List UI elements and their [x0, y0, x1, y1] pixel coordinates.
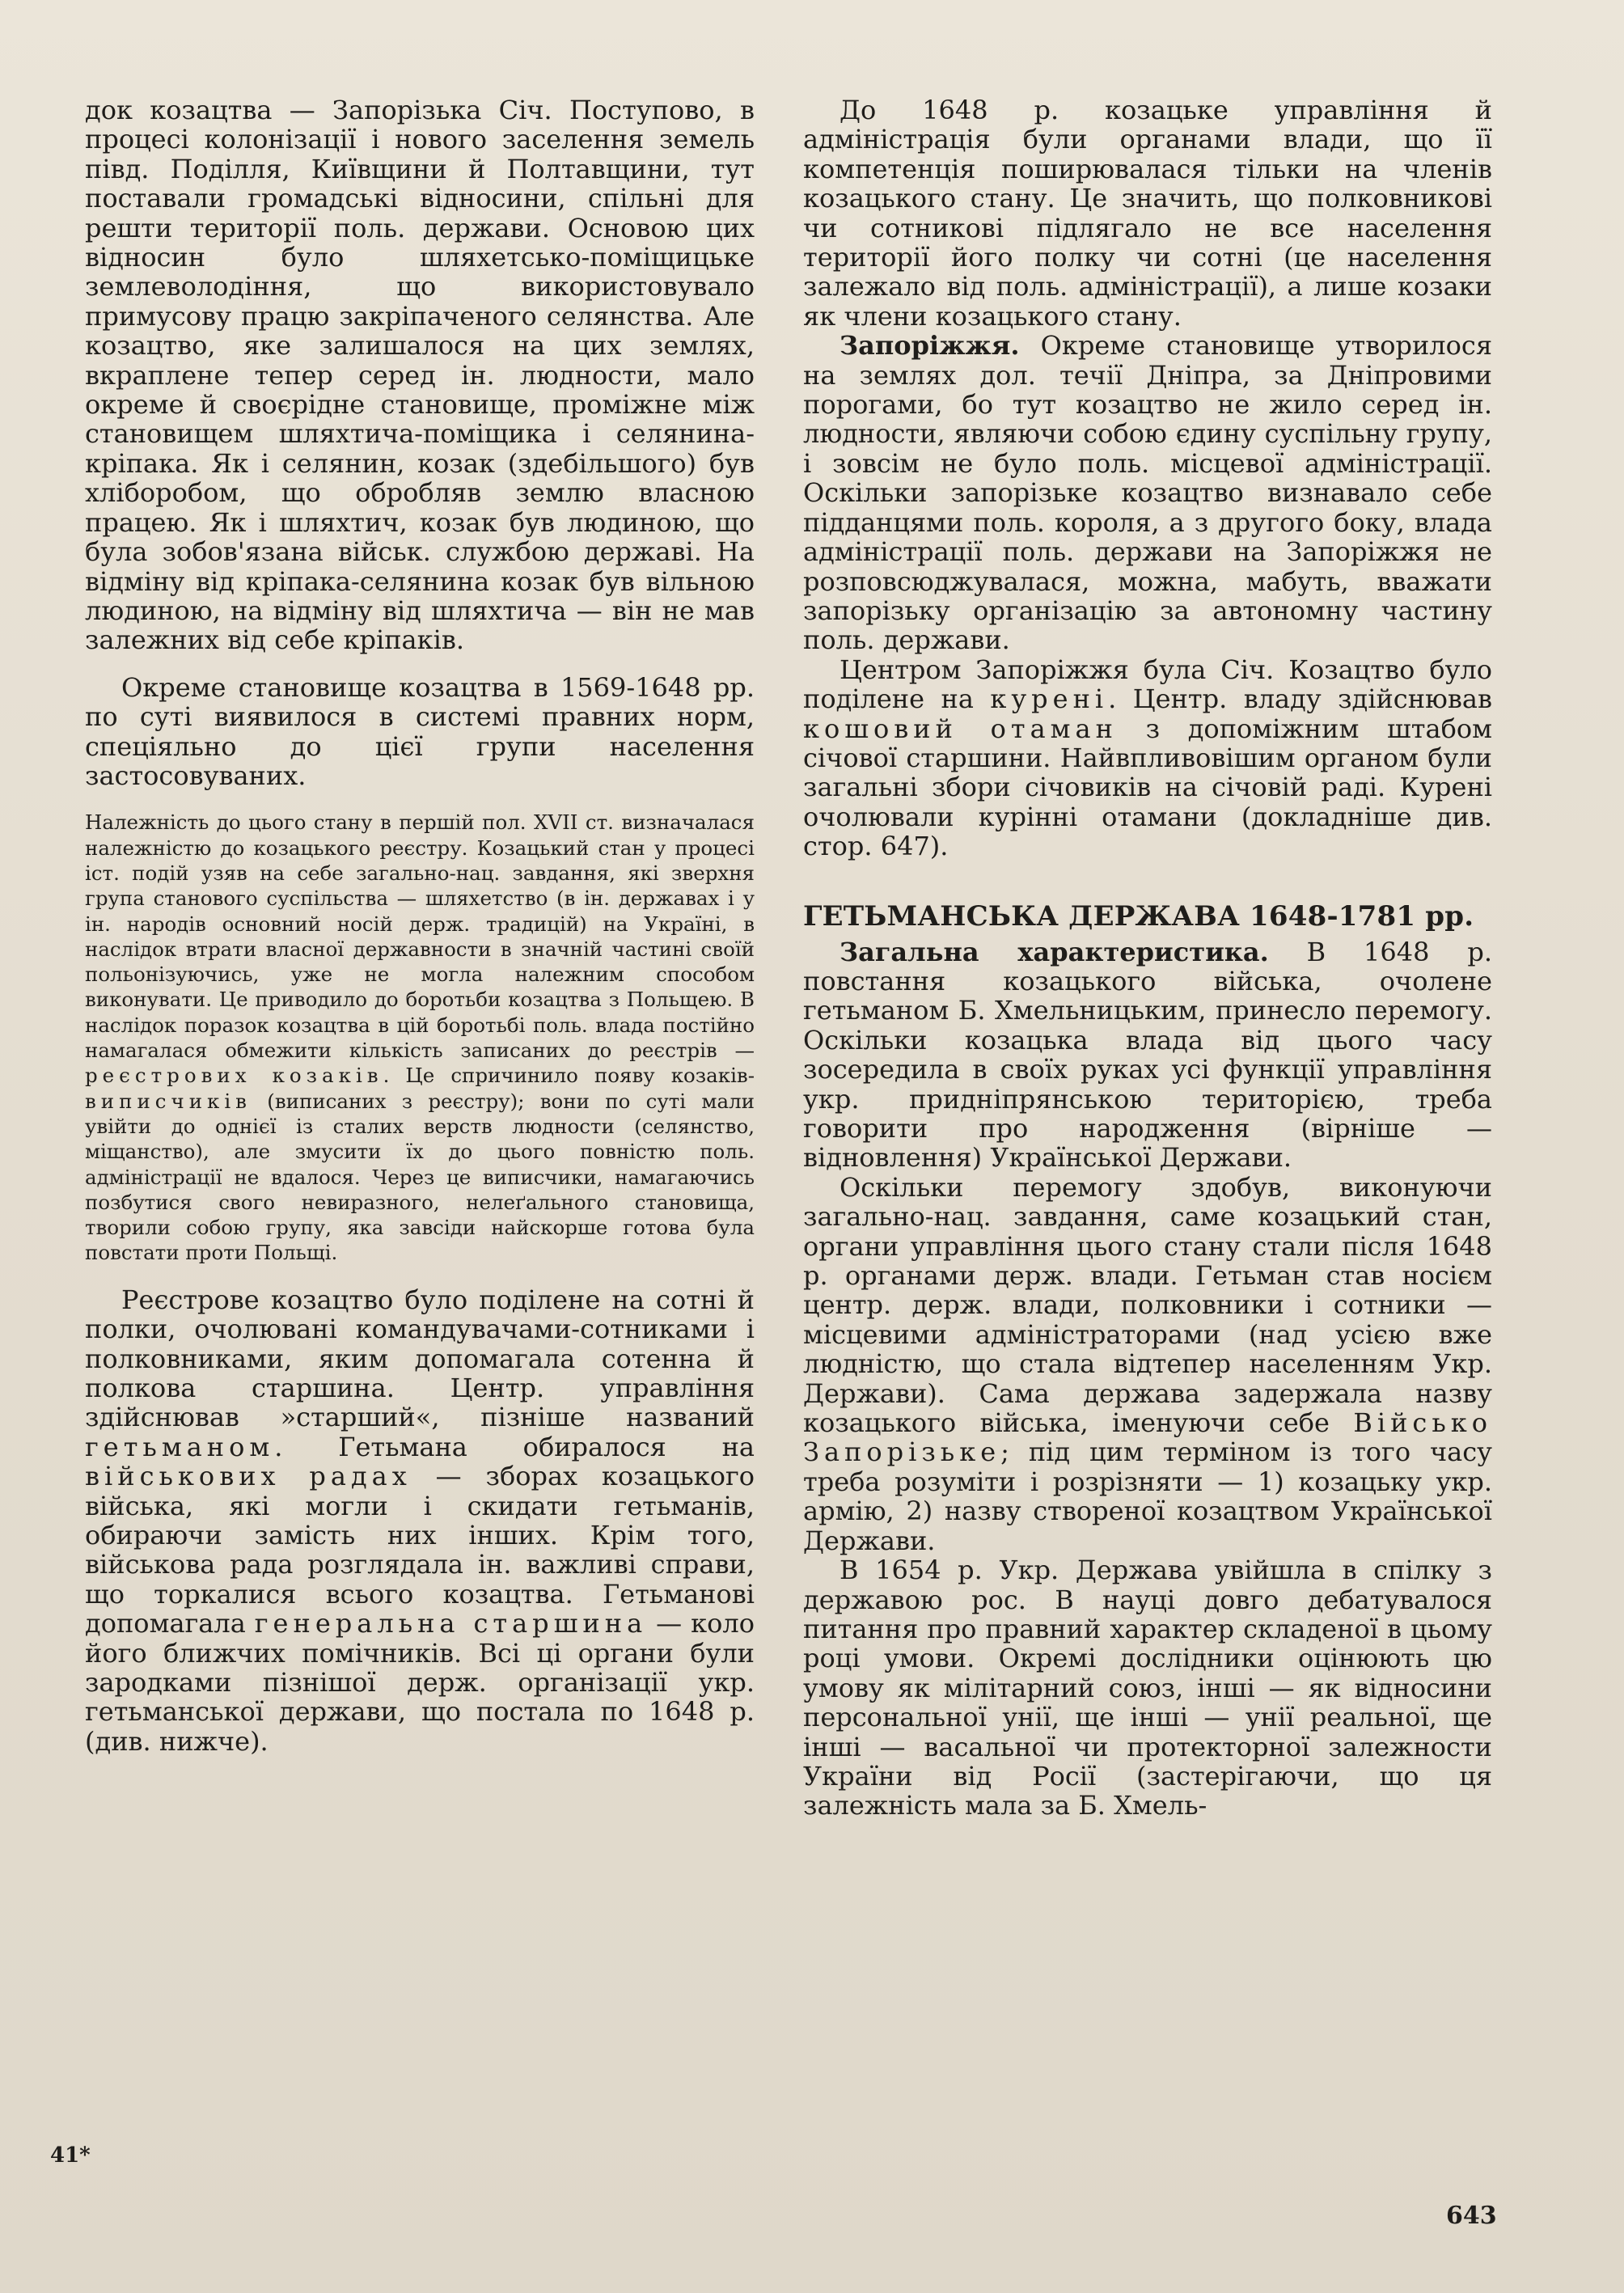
left-p3-part-a: Реєстрове козацтво було поділене на сотні й полки, очолювані командувачами-сотниками і полковниками, яким допомагала сотенна й полкова старшина. Центр. управління здійснював »старший«, пізніше названий — [85, 1284, 755, 1433]
left-column — [85, 95, 755, 1756]
right-p2-text: Окреме становище утворилося на землях дол. течії Дніпра, за Дніпровими порогами, бо тут козацтво не жило серед ін. людности, являючи собою єдину суспільну групу, і зовсім не було поль. місцевої адміністрації. Оскільки запорізьке козацтво визнавало себе підданцями поль. короля, а з другого боку, влада адміністрації поль. держави на Запоріжжя не розповсюджувалася, можна, мабуть, вважати запорізьку організацію за автономну частину поль. держави. — [803, 330, 1492, 656]
heading-general-characteristic: Загальна характеристика. — [839, 936, 1269, 967]
term-registered-cossacks: реєстрових козаків — [85, 1064, 383, 1088]
left-paragraph-1: док козацтва — Запорізька Січ. Поступово, в процесі колонізації і нового заселення земель півд. Поділля, Київщини й Полтавщини, тут поставали громадські відносини, спільні для решти території поль. держави. Основою цих відносин було шляхетсько-поміщицьке землеволодіння, що використовувало примусову працю закріпаченого селянства. Але козацтво, яке залишалося на цих землях, вкраплене тепер серед ін. людности, мало окреме й своєрідне становище, проміжне між становищем шляхтича-поміщика і селянина-кріпака. Як і селянин, козак (здебільшого) був хліборобом, що обробляв землю власною працею. Як і шляхтич, козак був людиною, що була зобов'язана військ. службою державі. На відміну від кріпака-селянина козак був вільною людиною, на відміну від шляхтича — він не мав залежних від себе кріпаків. — [85, 95, 755, 656]
right-p3-part-a: Центром Запоріжжя була Січ. Козацтво було поділене на — [803, 654, 1492, 715]
right-paragraph-1654: В 1654 р. Укр. Держава увійшла в спілку з державою рос. В науці довго дебатувалося питання про правний характер складеної в цьому році умови. Окремі дослідники оцінюють цю умову як мілітарний союз, інші — як відносини персональної унії, ще інші — унії реальної, ще інші — васальної чи протекторної залежности України від Росії (застерігаючи, що ця залежність мала за Б. Хмель- — [803, 1555, 1492, 1821]
right-paragraph-sich — [803, 655, 1492, 861]
right-p5-part-b: ; під цим терміном із того часу треба розуміти і розрізняти — 1) козацьку укр. армію, 2) назву створеної козацтвом Української Держави. — [803, 1436, 1492, 1556]
section-title-hetman-state: ГЕТЬМАНСЬКА ДЕРЖАВА 1648-1781 рр. — [803, 899, 1474, 933]
term-vypyschyky: виписчиків — [85, 1089, 252, 1113]
term-hetman: гетьманом — [85, 1431, 275, 1462]
small-print-part-a: Належність до цього стану в першій пол. XVII ст. визначалася належністю до козацького реєстру. Козацький стан у процесі іст. подій узяв на себе загально-нац. завдання, які зверхня група станового суспільства — шляхетство (в ін. державах і у ін. народів основний носій держ. традицій) на Україні, в наслідок втрати власної державности в значній частині своїй польонізуючись, уже не могла належним способом виконувати. Це приводило до боротьби козацтва з Польщею. В наслідок поразок козацтва в цій боротьбі поль. влада постійно намагалася обмежити кількість записаних до реєстрів — — [85, 810, 755, 1063]
right-p5-part-a: Оскільки перемогу здобув, виконуючи загально-нац. завдання, саме козацький стан, органи управління цього стану стали після 1648 р. органами держ. влади. Гетьман став носієм центр. держ. влади, полковники і сотники — місцевими адміністраторами (над усією вже людністю, що стала відтепер населенням Укр. Держави). Сама держава задержала назву козацького війська, іменуючи себе — [803, 1171, 1492, 1439]
left-paragraph-2: Окреме становище козацтва в 1569-1648 рр. по суті виявилося в системі правних норм, спеціяльно до цієї групи населення застосовуваних. — [85, 671, 755, 791]
signature-mark: 41* — [50, 2143, 91, 2168]
right-p4-text: В 1648 р. повстання козацького війська, очолене гетьманом Б. Хмельницьким, принесло перемогу. Оскільки козацька влада від цього часу зосередила в своїх руках усі функції управління укр. придніпрянською територією, треба говорити про народження (вірніше — відновлення) Української Держави. — [803, 936, 1493, 1174]
right-p3-part-c: з допоміжним штабом січової старшини. Найвпливовішим органом були загальні збори січовиків на січовій раді. Курені очолювали курінні отамани (докладніше див. стор. 647). — [803, 713, 1492, 862]
right-paragraph-zaporizhzhia — [803, 331, 1492, 654]
left-p3-part-d: — коло його ближчих помічників. Всі ці органи були зародками пізнішої держ. організації укр. гетьманської держави, що постала по 1648 р. (див. нижче). — [85, 1608, 755, 1757]
heading-zaporizhzhia: Запоріжжя. — [839, 330, 1020, 362]
small-print-note — [85, 810, 755, 1265]
left-p3-part-b: . Гетьмана обиралося на — [274, 1431, 755, 1462]
right-paragraph-general — [803, 937, 1492, 1173]
term-kurini: курені — [990, 683, 1109, 715]
right-paragraph-1: До 1648 р. козацьке управління й адміністрація були органами влади, що її компетенція поширювалася тільки на членів козацького стану. Це значить, що полковникові чи сотникові підлягало не все населення території його полку чи сотні (це населення залежало від поль. адміністрації), а лише козаки як члени козацького стану. — [803, 95, 1492, 332]
left-paragraph-3 — [85, 1285, 755, 1757]
small-print-part-c: (виписаних з реєстру); вони по суті мали увійти до однієї із сталих верств людности (селянство, міщанство), але змусити їх до цього повністю поль. адміністрації не вдалося. Через це виписчики, намагаючись позбутися свого невиразного, нелеґального становища, творили собою групу, яка завсіди найскорше готова була повстати проти Польщі. — [85, 1089, 755, 1265]
term-general-staff: генеральна старшина — [254, 1608, 648, 1639]
right-column — [803, 95, 1492, 1821]
right-p3-part-b: . Центр. владу здійснював — [1108, 683, 1493, 715]
term-military-councils: військових радах — [85, 1461, 412, 1492]
page-number: 643 — [1446, 2202, 1497, 2230]
right-paragraph-victory — [803, 1173, 1492, 1555]
left-p3-part-c: — зборах козацького війська, які могли і скидати гетьманів, обираючи замість них інших. Крім того, військова рада розглядала ін. важливі справи, що торкалися всього козацтва. Гетьманові допомагала — [85, 1461, 755, 1639]
small-print-text — [85, 810, 755, 1265]
term-viisko-zaporizke: Військо Запорізьке — [803, 1407, 1493, 1468]
term-koshovyi-otaman: кошовий отаман — [803, 713, 1118, 744]
small-print-part-b: . Це спричинило появу козаків- — [383, 1064, 755, 1088]
